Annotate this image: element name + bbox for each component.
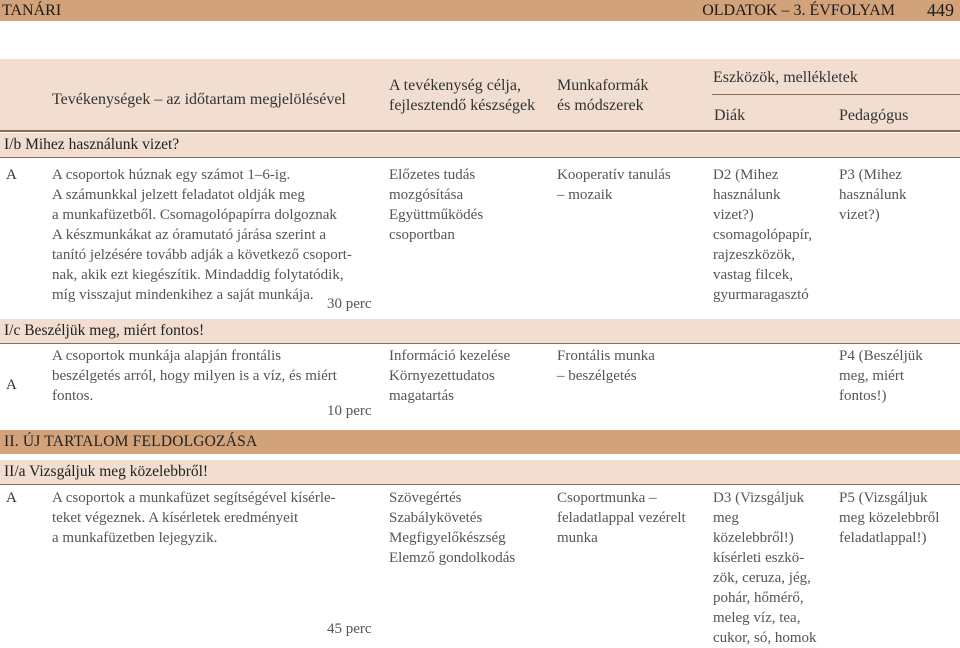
row-separator <box>0 343 960 344</box>
row3-mark: A <box>6 490 17 506</box>
row2-goal: Információ kezelése Környezettudatos magatartás <box>389 348 511 404</box>
section-heading-ii <box>0 430 960 454</box>
row3-time: 45 perc <box>327 621 372 637</box>
row2-mark: A <box>6 377 17 393</box>
row1-activity: A csoportok húznak egy számot 1–6-ig. A számunkkal jelzett feladatot oldják meg a munkafüzetből. Csomagolópapírra dolgoznak A készmunkákat az óramutató járása szerint a tanító jelzésére tovább adják a következő csoport- nak, akik ezt kiegészítik. Mindaddig folytatódik, míg visszajut mindenkihez a saját munkája. <box>52 167 352 303</box>
section-heading-ic <box>0 319 960 343</box>
row2-activity: A csoportok munkája alapján frontális beszélgetés arról, hogy milyen is a víz, és miért fontos. <box>52 348 337 404</box>
running-header <box>0 0 960 21</box>
header-left-text: TANÁRI <box>2 2 62 19</box>
row3-student-tools: D3 (Vizsgáljuk meg közelebbről!) kísérleti eszkö- zök, ceruza, jég, pohár, hőmérő, meleg víz, tea, cukor, só, homok <box>713 490 817 646</box>
section-heading-iia <box>0 460 960 484</box>
col-header-forms: Munkaformák és módszerek <box>557 77 649 114</box>
section-title-ic: I/c Beszéljük meg, miért fontos! <box>4 322 205 339</box>
row2-forms: Frontális munka – beszélgetés <box>557 348 655 384</box>
section-title-iia: II/a Vizsgáljuk meg közelebbről! <box>4 463 209 480</box>
row3-goal: Szövegértés Szabálykövetés Megfigyelőkészség Elemző gondolkodás <box>389 490 516 566</box>
row1-student-tools: D2 (Mihez használunk vizet?) csomagolópapír, rajzeszközök, vastag filcek, gyurmaragasztó <box>713 167 812 303</box>
row1-forms: Kooperatív tanulás – mozaik <box>557 167 671 203</box>
header-right-text: OLDATOK – 3. ÉVFOLYAM <box>702 2 895 19</box>
row-separator <box>0 484 960 485</box>
row1-goal: Előzetes tudás mozgósítása Együttműködés csoportban <box>389 167 484 243</box>
col-header-tools: Eszközök, mellékletek <box>713 69 858 86</box>
col-header-teacher: Pedagógus <box>839 107 909 124</box>
row3-forms: Csoportmunka – feladatlappal vezérelt munka <box>557 490 686 546</box>
row2-time: 10 perc <box>327 403 372 419</box>
tools-subheader-rule <box>712 94 960 95</box>
row3-teacher-tools: P5 (Vizsgáljuk meg közelebbről feladatlappal!) <box>839 490 940 546</box>
row3-activity: A csoportok a munkafüzet segítségével kísérle- teket végeznek. A kísérletek eredményeit a munkafüzetben lejegyzik. <box>52 490 336 546</box>
page-number: 449 <box>927 0 954 20</box>
col-header-student: Diák <box>714 107 746 124</box>
section-title-ii: II. ÚJ TARTALOM FELDOLGOZÁSA <box>4 433 258 450</box>
row1-time: 30 perc <box>327 296 372 312</box>
section-heading-ib <box>0 133 960 157</box>
section-title-ib: I/b Mihez használunk vizet? <box>4 136 180 153</box>
col-header-activities: Tevékenységek – az időtartam megjelölésével <box>52 91 346 108</box>
row2-teacher-tools: P4 (Beszéljük meg, miért fontos!) <box>839 348 923 404</box>
table-header-rule <box>0 130 960 132</box>
col-header-goal: A tevékenység célja, fejlesztendő készségek <box>389 77 536 114</box>
row-separator <box>0 157 960 158</box>
row1-mark: A <box>6 167 17 183</box>
row1-teacher-tools: P3 (Mihez használunk vizet?) <box>839 167 907 223</box>
